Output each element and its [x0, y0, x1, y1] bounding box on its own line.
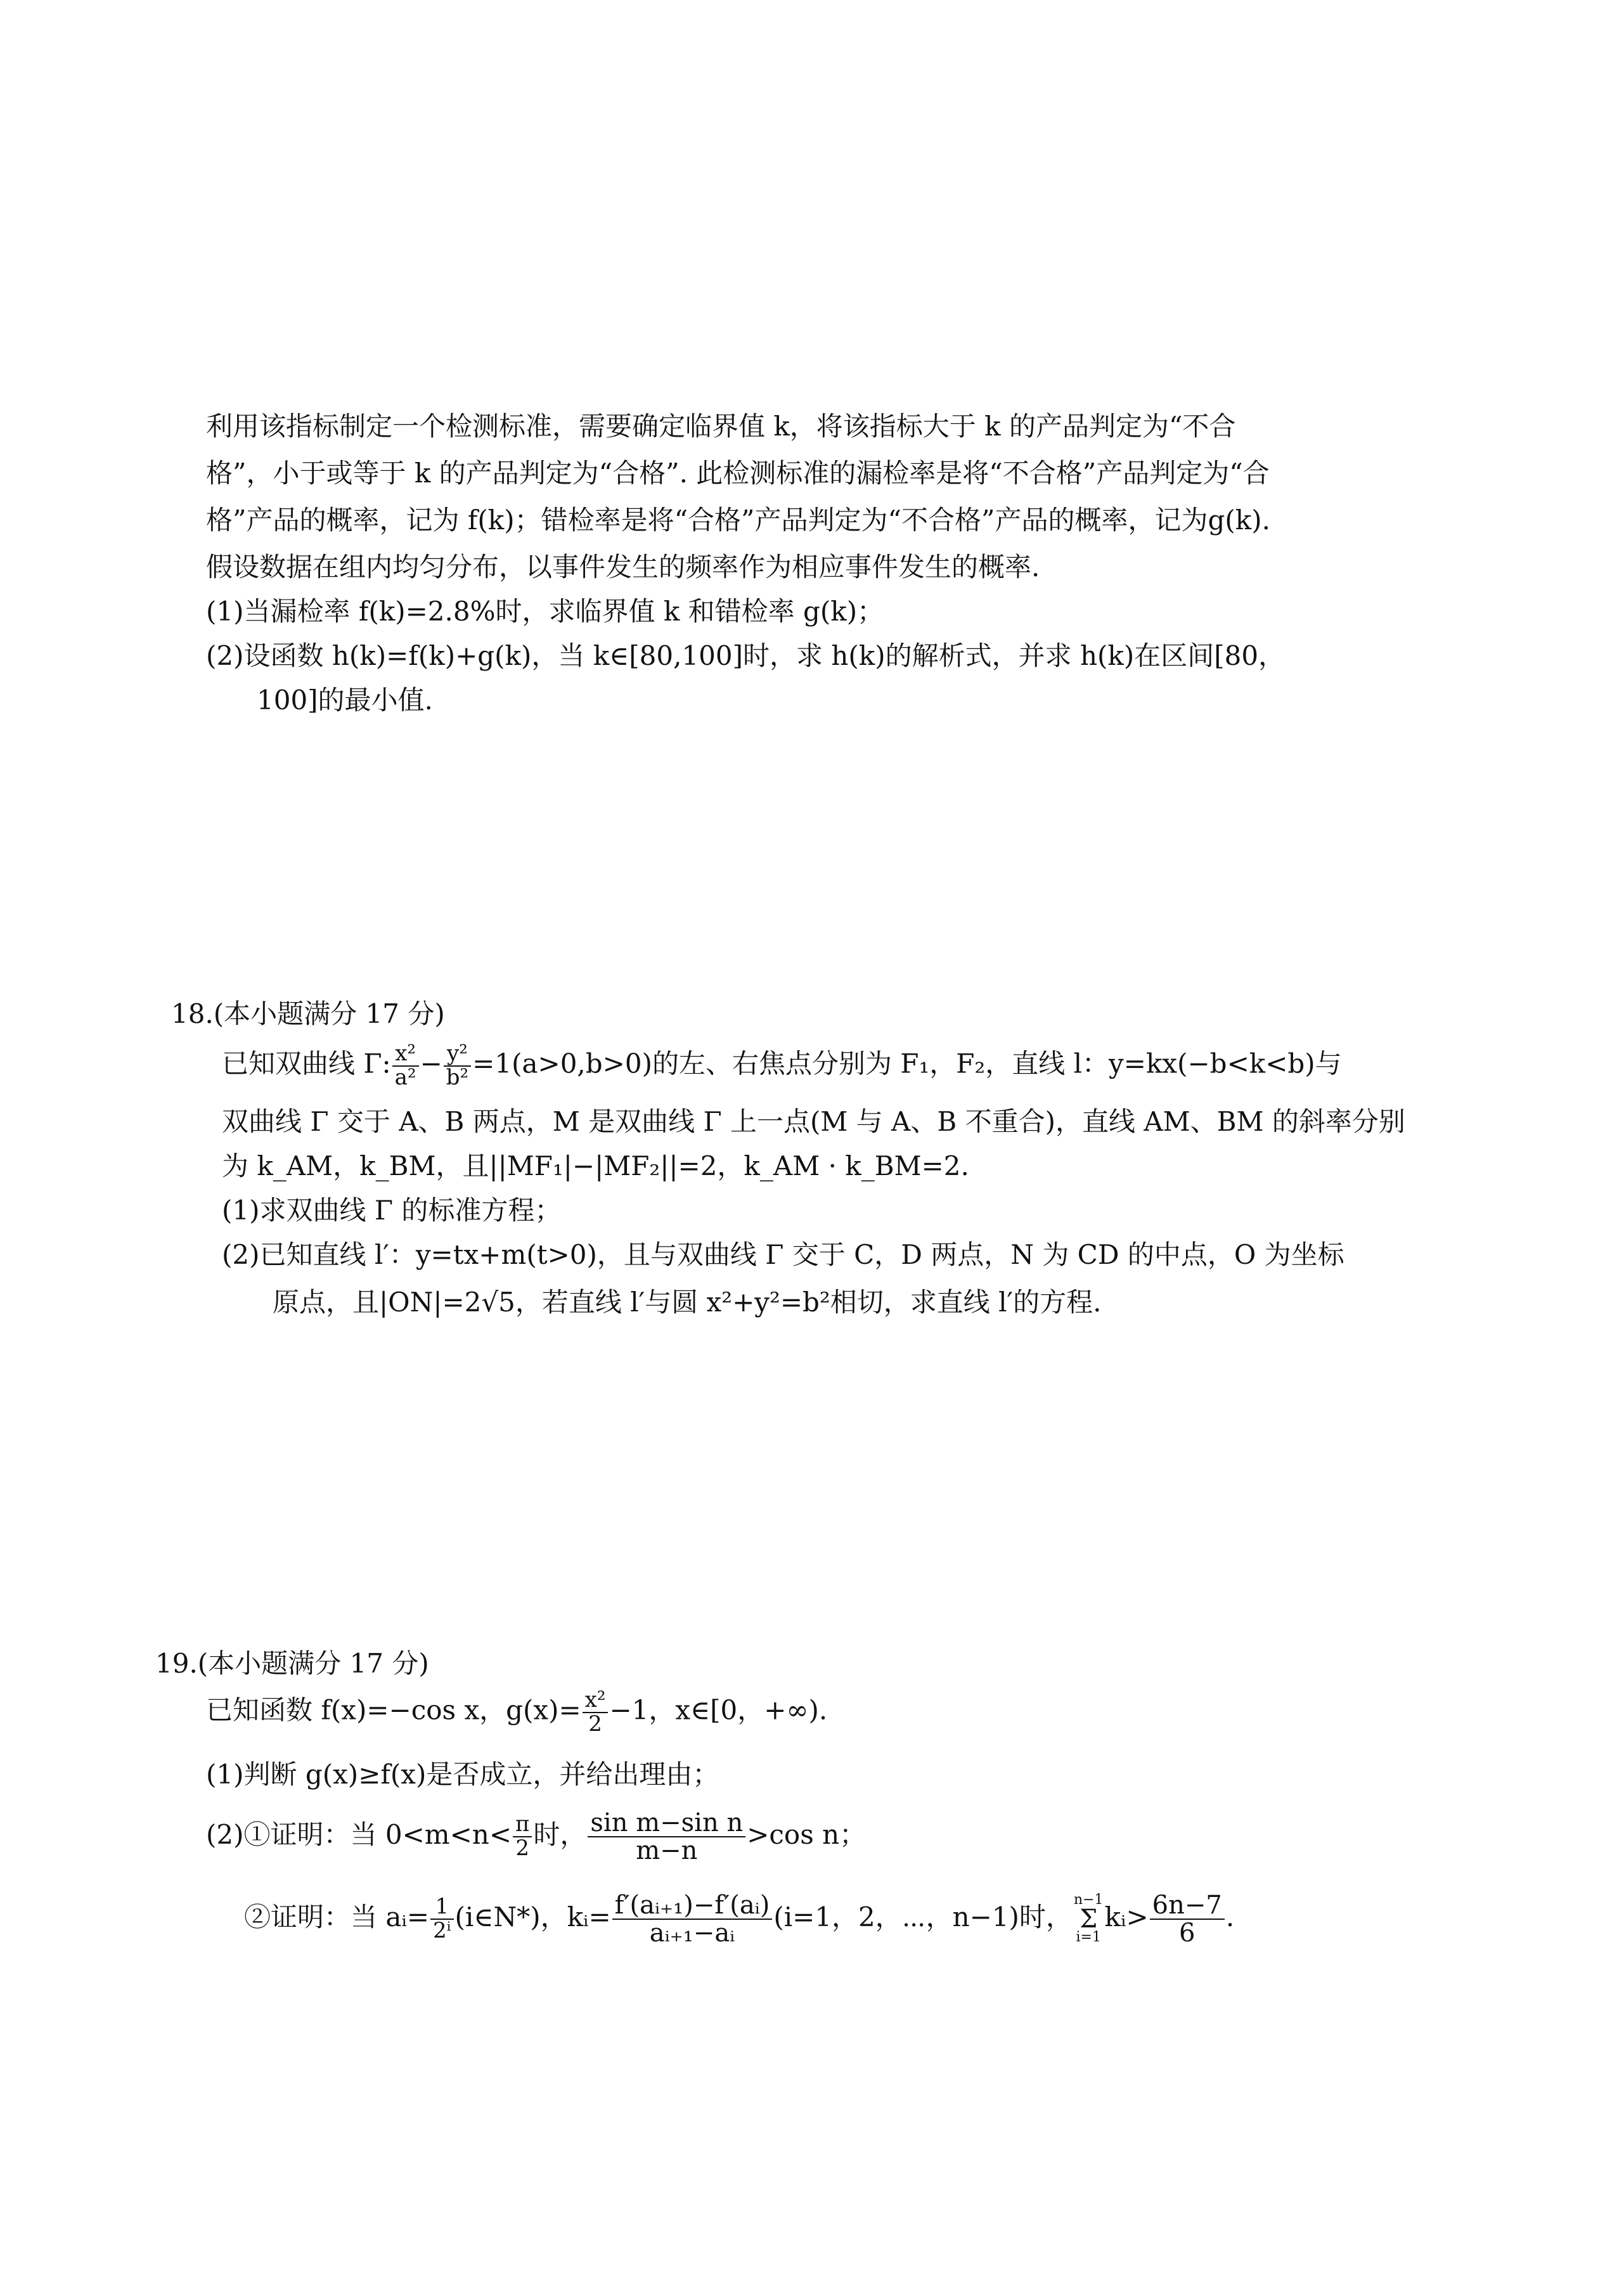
fraction-y2-b2 [444, 1043, 471, 1089]
q19-part-1: (1)判断 g(x)≥f(x)是否成立，并给出理由； [206, 1759, 719, 1790]
q17-part-1: (1)当漏检率 f(k)=2.8%时，求临界值 k 和错检率 g(k)； [206, 596, 884, 627]
q19-line-1-pre: 已知函数 f(x)=−cos x，g(x)= [206, 1694, 581, 1726]
fraction-denominator: 2 [515, 1835, 530, 1861]
q18-part-1: (1)求双曲线 Γ 的标准方程； [222, 1195, 562, 1226]
intro-line-4: 假设数据在组内均匀分布，以事件发生的频率作为相应事件发生的概率. [206, 551, 1040, 582]
sum-upper-limit: n−1 [1073, 1892, 1104, 1908]
q18-part-2-line-1: (2)已知直线 l′：y=tx+m(t>0)，且与双曲线 Γ 交于 C，D 两点，N 为 CD 的中点，O 为坐标 [222, 1239, 1344, 1270]
q18-line-1-pre: 已知双曲线 Γ: [222, 1048, 391, 1079]
q19-part-3-mid-1: (i∈N*)，kᵢ= [454, 1901, 611, 1932]
fraction-denominator: a² [394, 1064, 416, 1090]
q19-part-2-post: >cos n； [747, 1819, 867, 1850]
q19-part-3-pre: ②证明：当 aᵢ= [244, 1901, 430, 1932]
q18-line-3: 为 k_AM，k_BM，且||MF₁|−|MF₂||=2，k_AM · k_BM=2. [222, 1150, 969, 1181]
q19-part-2-pre: (2)①证明：当 0<m<n< [206, 1819, 512, 1850]
q18-line-1-post: =1(a>0,b>0)的左、右焦点分别为 F₁，F₂，直线 l：y=kx(−b<k<b)与 [472, 1048, 1342, 1079]
fraction-denominator: 2 [588, 1711, 602, 1737]
fraction-1-over-2i [430, 1896, 453, 1942]
sum-lower-limit: i=1 [1076, 1929, 1101, 1945]
q17-part-2-line-2: 100]的最小值. [257, 685, 433, 716]
fraction-denominator: b² [446, 1064, 469, 1090]
fraction-numerator: x² [583, 1689, 609, 1713]
fraction-6n-minus-7-over-6 [1150, 1892, 1225, 1946]
intro-line-1: 利用该指标制定一个检测标准，需要确定临界值 k，将该指标大于 k 的产品判定为“不合 [206, 411, 1236, 442]
fraction-denominator: m−n [636, 1836, 698, 1865]
fraction-derivative-difference [612, 1892, 773, 1946]
minus-sign: − [420, 1048, 442, 1079]
fraction-denominator: 6 [1179, 1919, 1195, 1948]
q19-part-3-mid-2: (i=1，2，⋯，n−1)时， [773, 1901, 1073, 1932]
intro-line-2: 格”，小于或等于 k 的产品判定为“合格”. 此检测标准的漏检率是将“不合格”产品判定为“合 [206, 458, 1270, 489]
q17-part-2-line-1: (2)设函数 h(k)=f(k)+g(k)，当 k∈[80,100]时，求 h(k)的解析式，并求 h(k)在区间[80， [206, 640, 1286, 671]
q19-part-2-sub-2 [244, 1892, 1234, 1946]
q19-line-1 [206, 1689, 827, 1735]
q19-line-1-post: −1，x∈[0，+∞). [609, 1694, 828, 1726]
q19-heading: 19.(本小题满分 17 分) [155, 1648, 429, 1679]
sum-sigma: Σ [1079, 1905, 1098, 1934]
fraction-numerator: 1 [430, 1896, 453, 1920]
fraction-x2-a2 [392, 1043, 419, 1089]
q18-heading: 18.(本小题满分 17 分) [171, 998, 445, 1029]
q18-line-1 [222, 1043, 1342, 1089]
q18-part-2-line-2: 原点，且|ON|=2√5，若直线 l′与圆 x²+y²=b²相切，求直线 l′的方程. [273, 1287, 1102, 1318]
sum-term: kᵢ> [1104, 1901, 1149, 1932]
fraction-denominator: aᵢ₊₁−aᵢ [649, 1919, 735, 1948]
q19-part-3-end: . [1225, 1901, 1235, 1932]
q18-line-2: 双曲线 Γ 交于 A、B 两点，M 是双曲线 Γ 上一点(M 与 A、B 不重合)，直线 AM、BM 的斜率分别 [222, 1106, 1405, 1137]
fraction-numerator: 6n−7 [1150, 1892, 1225, 1920]
fraction-denominator: 2ⁱ [433, 1918, 451, 1943]
fraction-x2-over-2 [583, 1689, 609, 1735]
fraction-numerator: f′(aᵢ₊₁)−f′(aᵢ) [612, 1892, 773, 1920]
fraction-numerator: sin m−sin n [588, 1810, 745, 1837]
fraction-pi-over-2 [513, 1813, 532, 1860]
summation-symbol [1074, 1894, 1104, 1945]
q19-part-2-mid: 时， [533, 1819, 587, 1850]
fraction-numerator: x² [392, 1043, 419, 1067]
intro-line-3: 格”产品的概率，记为 f(k)；错检率是将“合格”产品判定为“不合格”产品的概率，记为g(k). [206, 505, 1270, 536]
fraction-sin-difference [588, 1810, 745, 1864]
q19-part-2 [206, 1810, 866, 1864]
fraction-numerator: y² [444, 1043, 471, 1067]
fraction-numerator: π [513, 1813, 532, 1837]
